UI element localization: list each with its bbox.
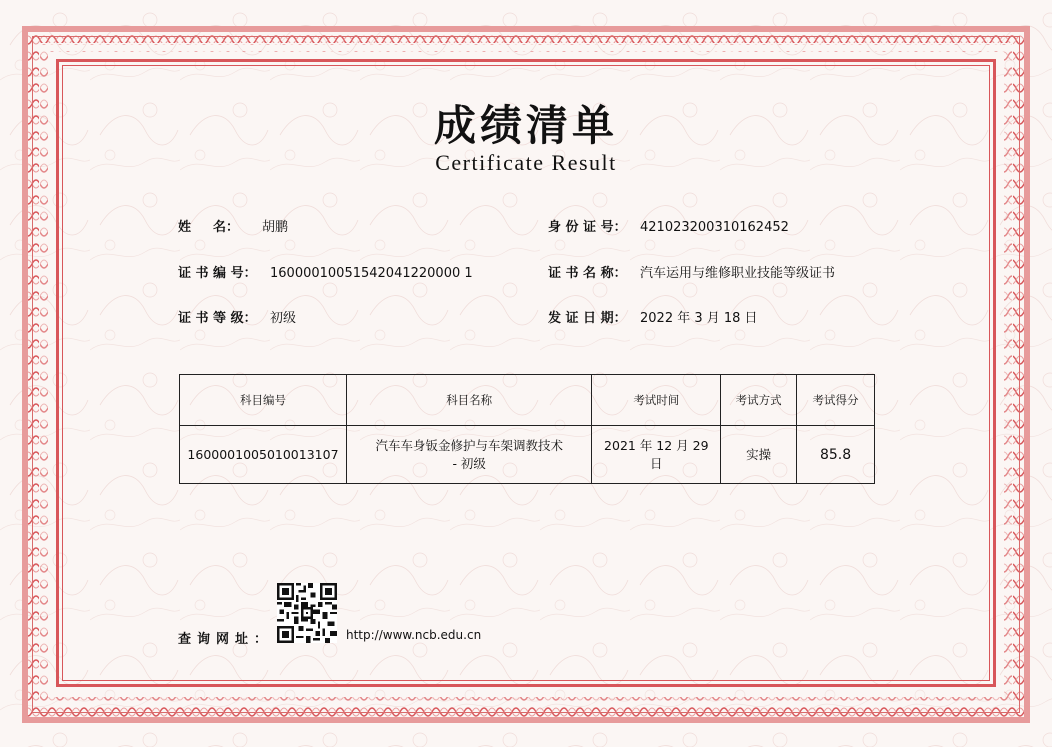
field-id-number-label: 身 份 证 号： [548, 220, 627, 235]
header-exam-mode: 考试方式 [721, 375, 797, 426]
field-issue-date [548, 307, 758, 326]
header-exam-time: 考试时间 [592, 375, 721, 426]
field-issue-date-label: 发 证 日 期： [548, 311, 627, 326]
field-cert-name-label: 证 书 名 称： [548, 266, 627, 281]
field-cert-name [548, 262, 835, 281]
results-table [179, 374, 875, 484]
field-cert-number [178, 262, 473, 281]
header-subject-code: 科目编号 [180, 375, 347, 426]
field-cert-level-label: 证 书 等 级： [178, 311, 257, 326]
cell-subject-name-line1: 汽车车身钣金修护与车架调教技术 [375, 437, 563, 453]
query-url[interactable]: http://www.ncb.edu.cn [346, 628, 482, 642]
field-cert-level [178, 307, 296, 326]
field-cert-level-value: 初级 [270, 311, 297, 326]
page-subtitle: Certificate Result [435, 150, 617, 175]
field-name-label: 姓 名： [178, 220, 240, 235]
field-cert-name-value: 汽车运用与维修职业技能等级证书 [640, 266, 836, 281]
cell-subject-name-line2: - 初级 [452, 455, 486, 471]
field-id-number [548, 216, 789, 235]
cell-subject-code: 1600001005010013107 [180, 426, 347, 484]
field-name [178, 216, 288, 235]
cell-exam-mode: 实操 [721, 426, 797, 484]
field-name-value: 胡鹏 [262, 220, 289, 235]
cell-exam-time: 2021 年 12 月 29 日 [592, 426, 721, 484]
field-id-number-value: 421023200310162452 [640, 220, 789, 235]
header-exam-score: 考试得分 [797, 375, 875, 426]
field-cert-number-value: 16000010051542041220000 1 [270, 266, 473, 281]
table-header-row [180, 375, 875, 426]
field-cert-number-label: 证 书 编 号： [178, 266, 257, 281]
cell-exam-score: 85.8 [797, 426, 875, 484]
query-label: 查询网址： [178, 632, 274, 647]
page-title: 成绩清单 [433, 101, 618, 150]
table-row [180, 426, 875, 484]
qr-code-icon[interactable] [277, 583, 337, 643]
field-issue-date-value: 2022 年 3 月 18 日 [640, 311, 758, 326]
header-subject-name: 科目名称 [346, 375, 591, 426]
cell-subject-name [346, 426, 591, 484]
